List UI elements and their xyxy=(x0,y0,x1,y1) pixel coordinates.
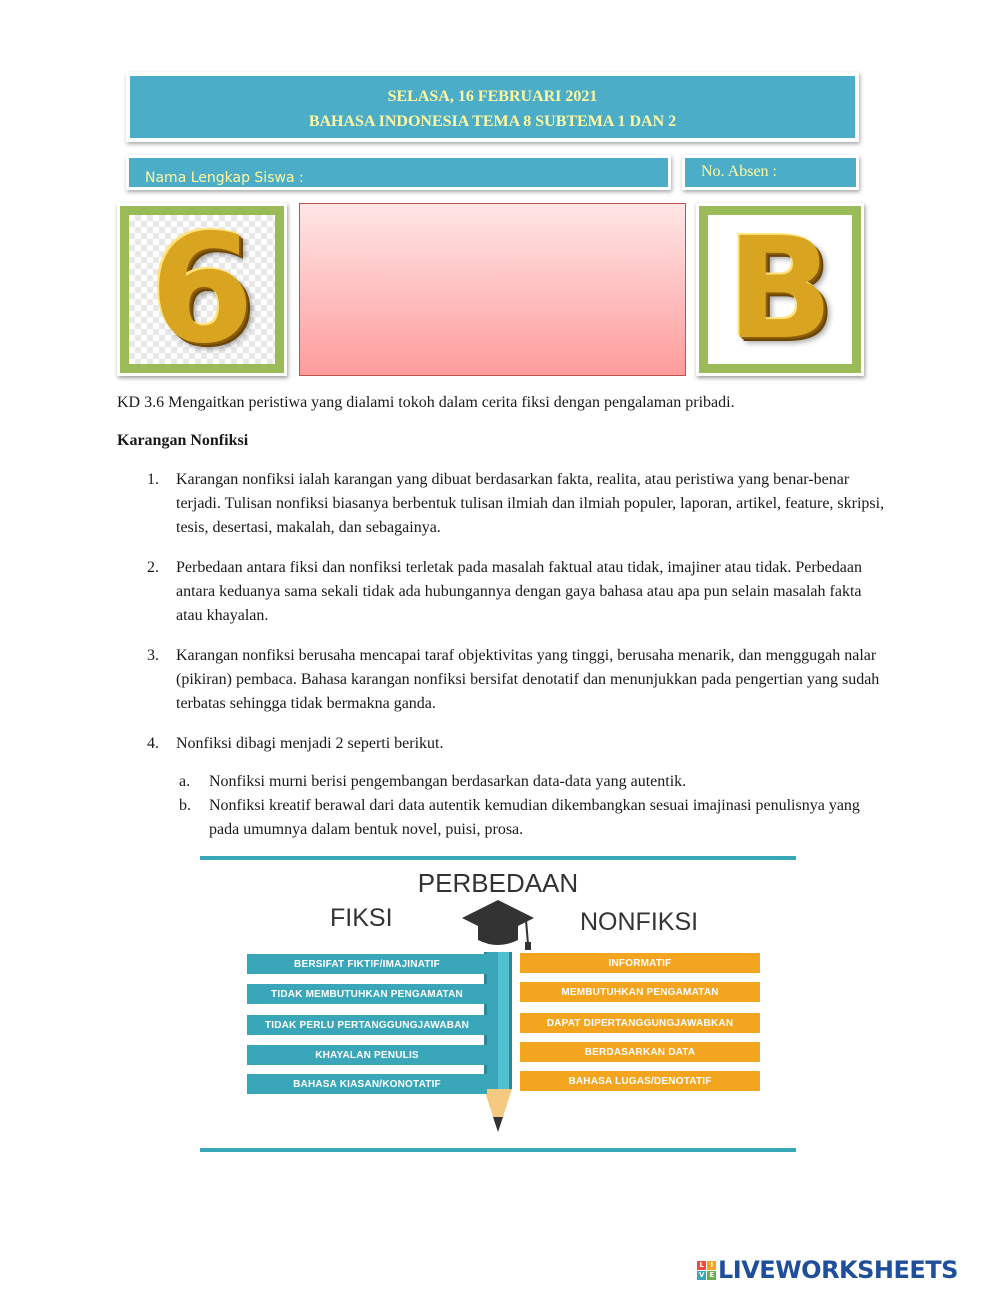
section-letter: B xyxy=(726,215,834,364)
nonfiksi-trait-1: INFORMATIF xyxy=(520,953,760,973)
list-text: Karangan nonfiksi berusaha mencapai taraf objektivitas yang tinggi, berusaha menarik, dan menggugah nalar (pikiran) pembaca. Bahasa karangan nonfiksi bersifat denotatif dan menunjukkan pada pengertian yang sudah terbatas sehingga tidak bermakna ganda. xyxy=(176,647,880,712)
student-name-field[interactable] xyxy=(126,155,671,190)
liveworksheets-logo-icon: L I V E xyxy=(697,1261,716,1280)
sub-list-item xyxy=(161,770,887,794)
absen-label: No. Absen : xyxy=(701,163,777,180)
nonfiksi-trait-4: BERDASARKAN DATA xyxy=(520,1042,760,1062)
list-number: 3. xyxy=(147,647,159,664)
kd-statement: KD 3.6 Mengaitkan peristiwa yang dialami tokoh dalam cerita fiksi dengan pengalaman pribadi. xyxy=(117,394,735,411)
student-name-label: Nama Lengkap Siswa : xyxy=(145,170,304,186)
list-item xyxy=(127,732,887,842)
nonfiksi-heading: NONFIKSI xyxy=(580,908,699,936)
comparison-diagram xyxy=(200,856,796,1160)
section-title: Karangan Nonfiksi xyxy=(117,432,249,449)
fiksi-trait-1: BERSIFAT FIKTIF/IMAJINATIF xyxy=(247,954,487,974)
answer-box[interactable] xyxy=(299,203,686,376)
list-text: Karangan nonfiksi ialah karangan yang dibuat berdasarkan fakta, realita, atau peristiwa yang benar-benar terjadi. Tulisan nonfiksi biasanya berbentuk tulisan ilmiah dan ilmiah populer, laporan, artikel, feature, skripsi, tesis, desertasi, makalah, dan sebagainya. xyxy=(176,471,885,536)
sub-list-letter: b. xyxy=(179,797,191,814)
list-number: 2. xyxy=(147,559,159,576)
grade-image xyxy=(129,215,275,364)
list-text: Perbedaan antara fiksi dan nonfiksi terletak pada masalah faktual atau tidak, imajiner atau tidak. Perbedaan antara keduanya sama sekali tidak ada hubungannya dengan gaya bahasa atau apa pun selain masalah fakta atau khayalan. xyxy=(176,559,862,624)
section-image xyxy=(708,215,852,364)
list-item xyxy=(127,644,887,716)
sub-list-text: Nonfiksi murni berisi pengembangan berdasarkan data-data yang autentik. xyxy=(209,773,687,790)
fiksi-trait-4: KHAYALAN PENULIS xyxy=(247,1045,487,1065)
sub-list-text: Nonfiksi kreatif berawal dari data autentik kemudian dikembangkan sesuai imajinasi penulisnya yang pada umumnya dalam bentuk novel, puisi, prosa. xyxy=(209,797,860,838)
nonfiksi-trait-3: DAPAT DIPERTANGGUNGJAWABKAN xyxy=(520,1013,760,1033)
worksheet-header xyxy=(126,72,859,142)
liveworksheets-wordmark: LIVEWORKSHEETS xyxy=(718,1256,958,1284)
grade-number: 6 xyxy=(149,215,255,364)
fiksi-trait-5: BAHASA KIASAN/KONOTATIF xyxy=(247,1074,487,1094)
diagram-top-rule xyxy=(200,856,796,860)
list-item xyxy=(127,556,887,628)
nonfiksi-trait-5: BAHASA LUGAS/DENOTATIF xyxy=(520,1071,760,1091)
diagram-title: PERBEDAAN xyxy=(417,868,579,898)
list-number: 1. xyxy=(147,471,159,488)
list-number: 4. xyxy=(147,735,159,752)
header-subject: BAHASA INDONESIA TEMA 8 SUBTEMA 1 DAN 2 xyxy=(308,113,677,130)
fiksi-heading: FIKSI xyxy=(330,904,393,932)
sub-list-item xyxy=(161,794,887,842)
subpoints-list xyxy=(161,770,887,842)
absen-field[interactable] xyxy=(682,155,859,190)
points-list xyxy=(127,468,887,858)
section-frame xyxy=(696,203,864,376)
header-date: SELASA, 16 FEBRUARI 2021 xyxy=(387,88,598,105)
list-item xyxy=(127,468,887,540)
nonfiksi-trait-2: MEMBUTUHKAN PENGAMATAN xyxy=(520,982,760,1002)
sub-list-letter: a. xyxy=(179,773,191,790)
liveworksheets-logo[interactable] xyxy=(697,1255,997,1285)
fiksi-trait-3: TIDAK PERLU PERTANGGUNGJAWABAN xyxy=(247,1015,487,1035)
list-text: Nonfiksi dibagi menjadi 2 seperti berikut. xyxy=(176,735,444,752)
fiksi-trait-2: TIDAK MEMBUTUHKAN PENGAMATAN xyxy=(247,984,487,1004)
grade-frame xyxy=(117,203,287,376)
